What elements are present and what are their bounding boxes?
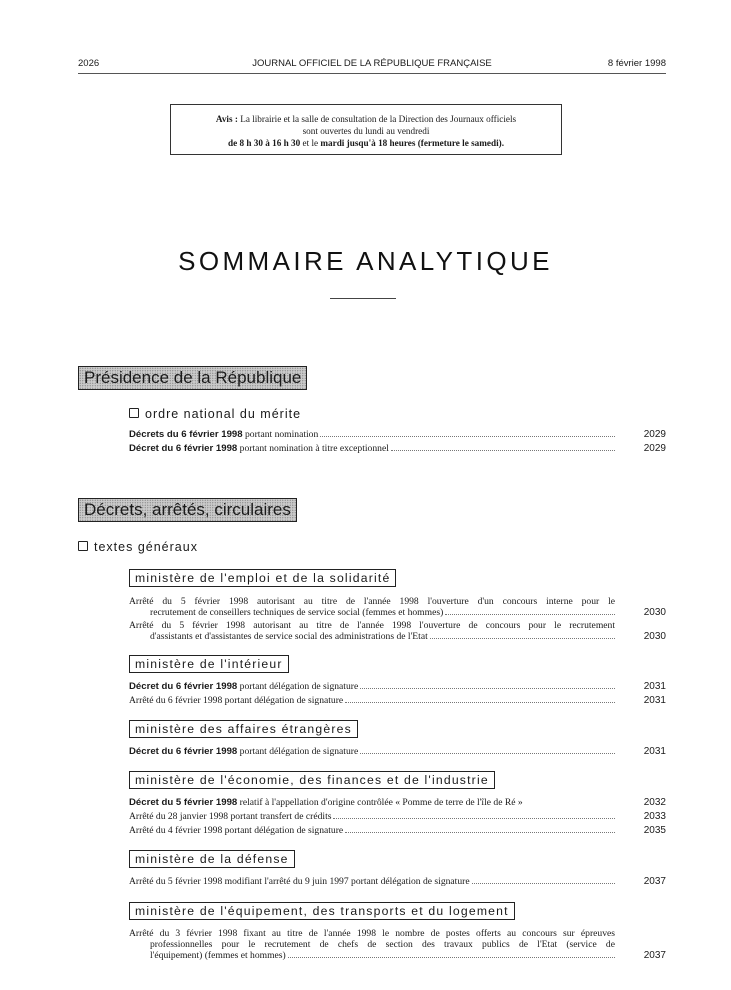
toc-entry[interactable] <box>129 928 666 961</box>
entry-text: Arrêté du 4 février 1998 portant délégation de signature <box>129 825 344 836</box>
entry-text: portant délégation de signature <box>239 681 359 692</box>
entry-page: 2031 <box>643 746 666 757</box>
entry-page: 2030 <box>643 631 666 642</box>
leader-dots <box>391 449 615 451</box>
entry-text: relatif à l'appellation d'origine contrôlée « Pomme de terre de l'île de Ré » <box>239 797 523 808</box>
notice-label: Avis : <box>215 114 238 124</box>
journal-title: JOURNAL OFFICIEL DE LA RÉPUBLIQUE FRANÇAISE <box>252 58 492 69</box>
entry-page: 2031 <box>643 681 666 692</box>
toc-entry[interactable] <box>129 443 666 454</box>
entry-line: professionnelles pour le recrutement de chefs de section des travaux publics de l'Etat (service de <box>150 939 615 950</box>
toc-entry[interactable] <box>129 429 666 440</box>
leader-dots <box>288 956 615 958</box>
notice-line-3c: mardi jusqu'à 18 heures (fermeture le samedi). <box>320 138 505 148</box>
toc-entry[interactable] <box>129 746 666 757</box>
notice-line-3b: et le <box>302 138 319 148</box>
section-heading-decrets: Décrets, arrêtés, circulaires <box>78 498 297 522</box>
subheading-textes-generaux <box>78 540 198 554</box>
entry-page: 2030 <box>643 607 666 618</box>
notice-line-1: La librairie et la salle de consultation de la Direction des Journaux officiels <box>240 114 517 124</box>
leader-dots <box>320 435 615 437</box>
ministry-heading: ministère de l'emploi et de la solidarité <box>129 569 396 587</box>
entry-page: 2031 <box>643 695 666 706</box>
entry-text: portant nomination <box>245 429 319 440</box>
entry-text: portant nomination à titre exceptionnel <box>239 443 389 454</box>
leader-dots <box>430 637 615 639</box>
ministry-heading: ministère de l'économie, des finances et de l'industrie <box>129 771 495 789</box>
entry-text: Arrêté du 5 février 1998 modifiant l'arrêté du 9 juin 1997 portant délégation de signature <box>129 876 470 887</box>
entry-page: 2029 <box>643 429 666 440</box>
leader-dots <box>360 752 615 754</box>
page-number: 2026 <box>78 58 100 69</box>
leader-dots <box>472 882 615 884</box>
entry-bold: Décret du 6 février 1998 <box>129 443 238 454</box>
entry-bold: Décrets du 6 février 1998 <box>129 429 243 440</box>
entry-bold: Décret du 6 février 1998 <box>129 746 238 757</box>
title-rule <box>330 298 396 299</box>
entry-bold: Décret du 6 février 1998 <box>129 681 238 692</box>
toc-entry[interactable] <box>129 797 666 808</box>
entry-line: recrutement de conseillers techniques de service social (femmes et hommes) <box>150 607 444 618</box>
entry-text: Arrêté du 28 janvier 1998 portant transfert de crédits <box>129 811 332 822</box>
checkbox-square-icon <box>78 541 88 551</box>
entry-page: 2037 <box>643 876 666 887</box>
toc-entry[interactable] <box>129 620 666 642</box>
entry-line: Arrêté du 3 février 1998 fixant au titre de l'année 1998 le nombre de postes offerts au concours sur épreuves <box>129 928 615 939</box>
leader-dots <box>345 701 615 703</box>
page-title: SOMMAIRE ANALYTIQUE <box>178 246 553 276</box>
header-rule <box>78 73 666 74</box>
entry-line: d'assistants et d'assistantes de service social des administrations de l'Etat <box>150 631 428 642</box>
entry-page: 2037 <box>643 950 666 961</box>
leader-dots <box>360 687 615 689</box>
toc-entry[interactable] <box>129 811 666 822</box>
entry-text: portant délégation de signature <box>239 746 359 757</box>
notice-line-3a: de 8 h 30 à 16 h 30 <box>227 138 301 148</box>
entry-page: 2033 <box>643 811 666 822</box>
entry-line: l'équipement) (femmes et hommes) <box>150 950 286 961</box>
leader-dots <box>345 831 615 833</box>
entry-page: 2029 <box>643 443 666 454</box>
toc-entry[interactable] <box>129 876 666 887</box>
notice-line-2: sont ouvertes du lundi au vendredi <box>302 126 430 136</box>
issue-date: 8 février 1998 <box>607 58 666 69</box>
entry-line: Arrêté du 5 février 1998 autorisant au titre de l'année 1998 l'ouverture d'un concours interne pour le <box>129 596 615 607</box>
checkbox-square-icon <box>129 408 139 418</box>
subheading-ordre-national <box>129 407 301 421</box>
entry-line: Arrêté du 5 février 1998 autorisant au titre de l'année 1998 l'ouverture de concours pour le recrutement <box>129 620 615 631</box>
running-header <box>78 58 666 72</box>
entry-page: 2035 <box>643 825 666 836</box>
toc-entry[interactable] <box>129 825 666 836</box>
ministry-heading: ministère de la défense <box>129 850 295 868</box>
subheading-label: textes généraux <box>94 540 198 554</box>
leader-dots <box>333 817 615 819</box>
leader-dots <box>445 613 615 615</box>
entry-bold: Décret du 5 février 1998 <box>129 797 238 808</box>
toc-entry[interactable] <box>129 695 666 706</box>
entry-page: 2032 <box>643 797 666 808</box>
toc-entry[interactable] <box>129 681 666 692</box>
notice-box <box>170 104 562 155</box>
entry-text: Arrêté du 6 février 1998 portant délégation de signature <box>129 695 344 706</box>
subheading-label: ordre national du mérite <box>145 407 302 421</box>
ministry-heading: ministère des affaires étrangères <box>129 720 358 738</box>
section-heading-presidence: Présidence de la République <box>78 366 307 390</box>
ministry-heading: ministère de l'équipement, des transports et du logement <box>129 902 515 920</box>
ministry-heading: ministère de l'intérieur <box>129 655 289 673</box>
toc-entry[interactable] <box>129 596 666 618</box>
